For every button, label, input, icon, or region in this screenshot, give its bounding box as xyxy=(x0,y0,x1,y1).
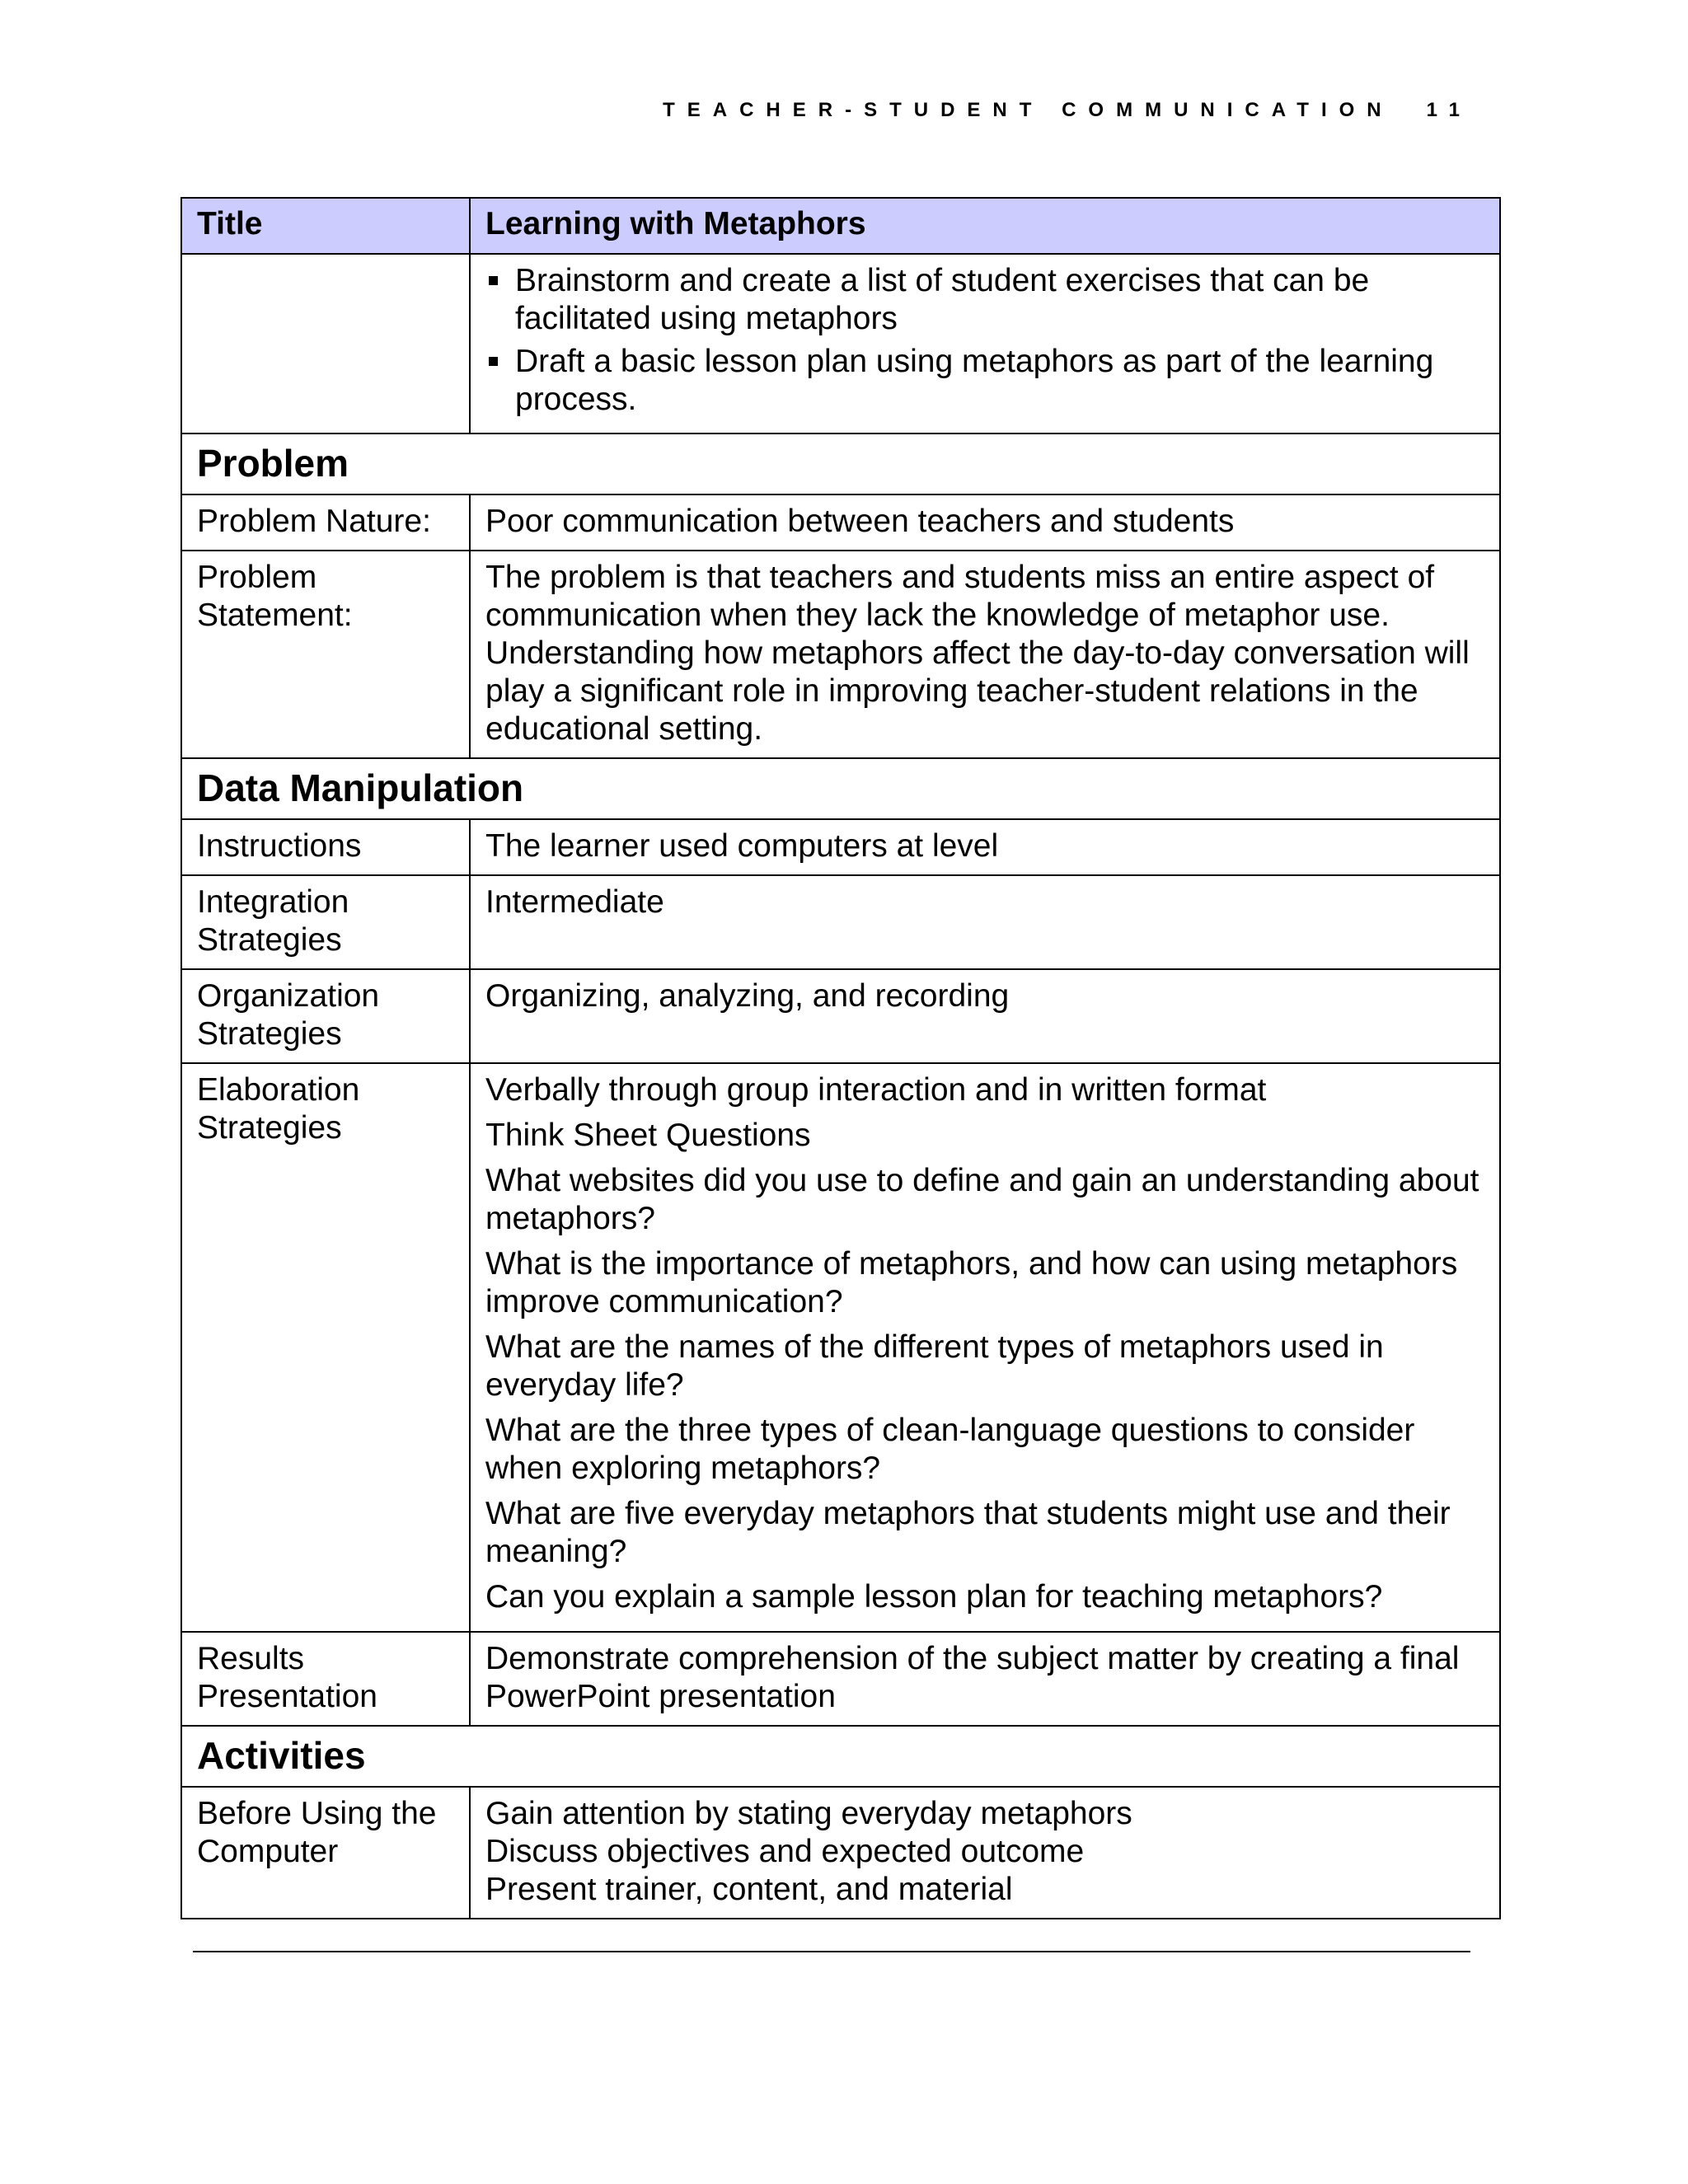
problem-statement-value: The problem is that teachers and students miss an entire aspect of communication when they lack the knowledge of metaphor use. Understanding how metaphors affect the day-to-day conversation will play a significant role in improving teacher-student relations in the educational setting. xyxy=(470,551,1500,758)
problem-nature-value: Poor communication between teachers and students xyxy=(470,494,1500,551)
objectives-cell xyxy=(470,254,1500,434)
section-row-problem xyxy=(181,434,1500,494)
running-title: TEACHER-STUDENT COMMUNICATION xyxy=(663,99,1394,121)
organization-label: Organization Strategies xyxy=(181,969,470,1063)
list-item: Verbally through group interaction and in written format xyxy=(485,1072,1267,1108)
problem-statement-label: Problem Statement: xyxy=(181,551,470,758)
title-label: Title xyxy=(181,198,470,254)
list-item: Discuss objectives and expected outcome xyxy=(485,1834,1085,1869)
square-bullet-icon xyxy=(489,276,498,285)
objectives-label-cell xyxy=(181,254,470,434)
list-item: What is the importance of metaphors, and how can using metaphors improve communication? xyxy=(485,1246,1458,1319)
running-header xyxy=(663,99,1472,122)
instructions-value: The learner used computers at level xyxy=(470,819,1500,875)
elaboration-label: Elaboration Strategies xyxy=(181,1063,470,1632)
footer-rule xyxy=(193,1951,1470,1952)
integration-row xyxy=(181,875,1500,969)
integration-value: Intermediate xyxy=(470,875,1500,969)
results-value: Demonstrate comprehension of the subject matter by creating a final PowerPoint presentation xyxy=(470,1632,1500,1726)
section-row-activities xyxy=(181,1726,1500,1787)
objective-text: Brainstorm and create a list of student exercises that can be facilitated using metaphors xyxy=(515,263,1370,336)
list-item: Think Sheet Questions xyxy=(485,1118,811,1153)
elaboration-row xyxy=(181,1063,1500,1632)
section-heading-problem: Problem xyxy=(181,434,1500,494)
title-value: Learning with Metaphors xyxy=(470,198,1500,254)
problem-statement-row xyxy=(181,551,1500,758)
objectives-list xyxy=(485,262,1484,419)
instructions-row xyxy=(181,819,1500,875)
list-item: What are the three types of clean-language questions to consider when exploring metaphors? xyxy=(485,1413,1415,1486)
before-computer-cell xyxy=(470,1787,1500,1919)
title-row xyxy=(181,198,1500,254)
section-heading-data-manipulation: Data Manipulation xyxy=(181,758,1500,819)
organization-value: Organizing, analyzing, and recording xyxy=(470,969,1500,1063)
list-item xyxy=(485,343,1484,419)
square-bullet-icon xyxy=(489,357,498,366)
lesson-plan-table xyxy=(181,197,1501,1919)
elaboration-cell xyxy=(470,1063,1500,1632)
integration-label: Integration Strategies xyxy=(181,875,470,969)
list-item: Gain attention by stating everyday metaphors xyxy=(485,1796,1132,1831)
list-item: What are five everyday metaphors that students might use and their meaning? xyxy=(485,1496,1451,1569)
page-number: 11 xyxy=(1426,99,1472,121)
section-heading-activities: Activities xyxy=(181,1726,1500,1787)
list-item: What websites did you use to define and gain an understanding about metaphors? xyxy=(485,1163,1479,1236)
results-label: Results Presentation xyxy=(181,1632,470,1726)
objectives-row xyxy=(181,254,1500,434)
instructions-label: Instructions xyxy=(181,819,470,875)
before-computer-label: Before Using the Computer xyxy=(181,1787,470,1919)
organization-row xyxy=(181,969,1500,1063)
objective-text: Draft a basic lesson plan using metaphors as part of the learning process. xyxy=(515,344,1434,417)
list-item: Can you explain a sample lesson plan for teaching metaphors? xyxy=(485,1579,1383,1615)
section-row-data-manipulation xyxy=(181,758,1500,819)
list-item: Present trainer, content, and material xyxy=(485,1872,1013,1907)
problem-nature-label: Problem Nature: xyxy=(181,494,470,551)
results-row xyxy=(181,1632,1500,1726)
list-item xyxy=(485,262,1484,338)
list-item: What are the names of the different types of metaphors used in everyday life? xyxy=(485,1329,1384,1403)
problem-nature-row xyxy=(181,494,1500,551)
before-computer-row xyxy=(181,1787,1500,1919)
